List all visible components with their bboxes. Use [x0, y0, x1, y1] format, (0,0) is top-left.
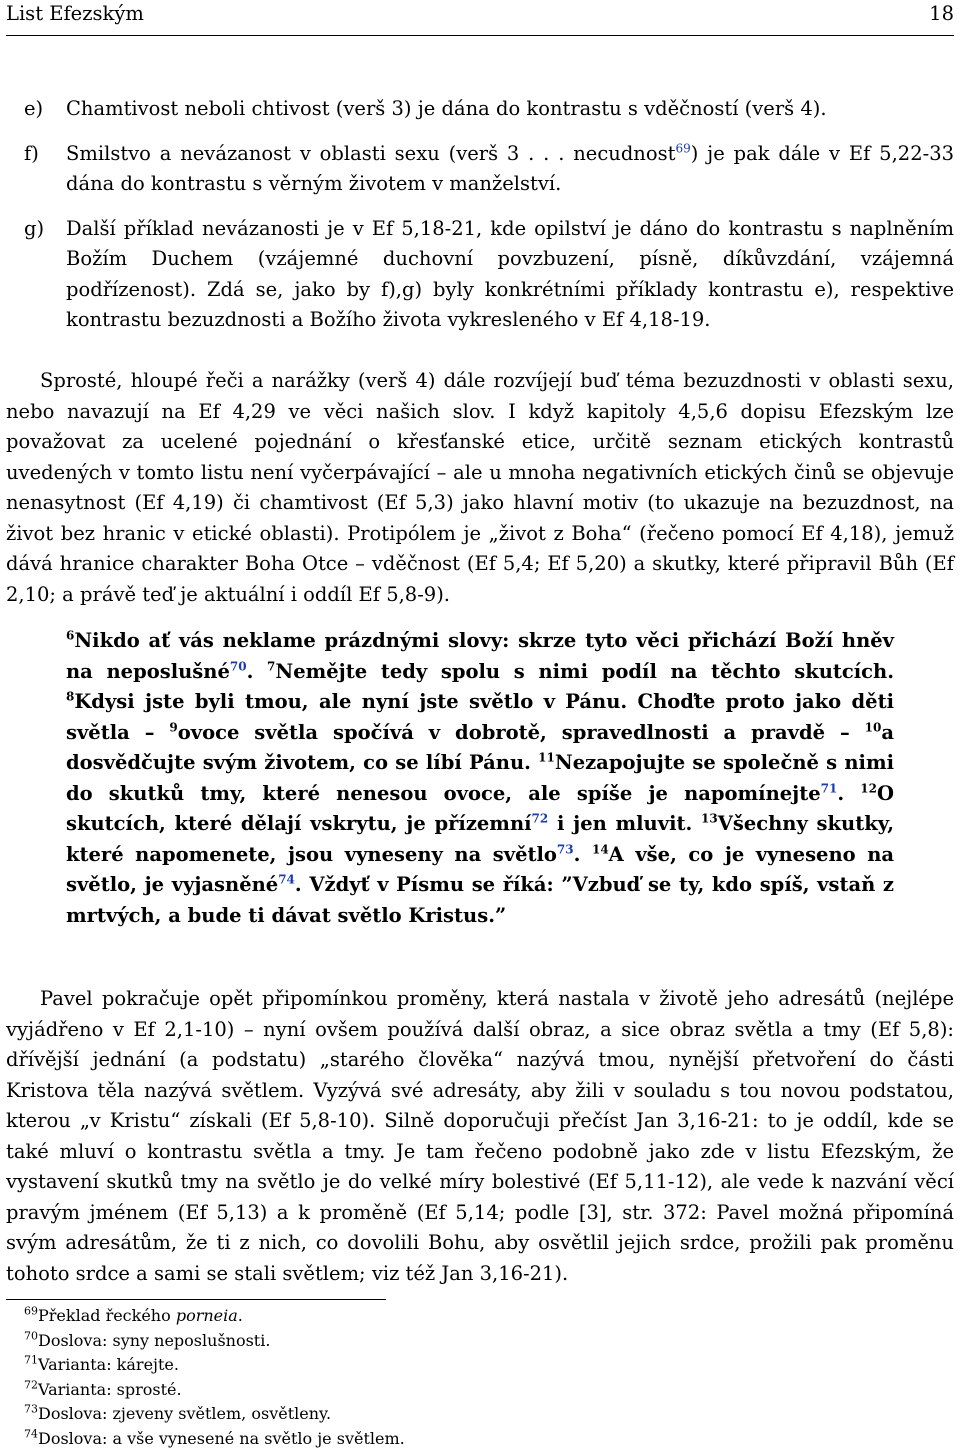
- footnote: [24, 1353, 405, 1378]
- body-paragraph-2: Pavel pokračuje opět připomínkou proměny, která nastala v životě jeho adresátů (nejlépe vyjádřeno v Ef 2,1-10) – nyní ovšem používá další obraz, a sice obraz světla a tmy (Ef 5,8): dřívější jednání (a podstatu) „starého člověka“ nazývá tmou, nynější přetvoření do části Kristova těla nazývá světlem. Vyzývá své adresáty, aby žili v souladu s tou novou podstatou, kterou „v Kristu“ získali (Ef 5,8-10). Silně doporučuji přečíst Jan 3,16-21: to je oddíl, kde se také mluví o kontrastu světla a tmy. Je tam řečeno podobně jako zde v listu Efezským, že vystavení skutků tmy na světlo je do velké míry bolestivé (Ef 5,11-12), ale vede k nazvání věcí pravým jménem (Ef 5,13) a k proměně (Ef 5,14; podle [3], str. 372: Pavel možná připomíná svým adresátům, že ti z nich, co dovolili Bohu, aby osvětlil jejich srdce, prožili pak proměnu tohoto srdce a sami se stali světlem; viz též Jan 3,16-21).: [6, 987, 954, 1285]
- scripture-quote: $^6$Nikdo ať vás neklame prázdnými slovy: skrze tyto věci přichází Boží hněv na neposlušné$^{70}$. $^7$Nemějte tedy spolu s nimi podíl na těchto skutcích. $^8$Kdysi jste byli tmou, ale nyní jste světlo v Pánu. Choďte proto jako děti světla – $^9$ovoce světla spočívá v dobrotě, spravedlnosti a pravdě – $^{10}$a dosvědčujte svým životem, co se líbí Pánu. $^{11}$Nezapojujte se společně s nimi do skutků tmy, které nenesou ovoce, ale spíše je napomínejte$^{71}$. $^{12}$O skutcích, které dělají vskrytu, je přízemní$^{72}$ i jen mluvit. $^{13}$Všechny skutky, které napomenete, jsou vyneseny na světlo$^{73}$. $^{14}$A vše, co je vyneseno na světlo, je vyjasněné$^{74}$. Vždyť v Písmu se říká: ”Vzbuď se ty, kdo spíš, vstaň z mrtvých, a bude ti dávat světlo Kristus.”: [66, 628, 895, 927]
- footnote-text: Doslova: a vše vynesené na světlo je světlem.: [38, 1428, 405, 1448]
- footnote-ref-71[interactable]: 71: [820, 781, 838, 795]
- footnote-number: 70: [24, 1329, 38, 1343]
- footnote-ref-74[interactable]: 74: [278, 872, 295, 887]
- footnote-number: 72: [24, 1378, 38, 1392]
- verse-text: Nemějte tedy spolu s nimi podíl na těchto skutcích.: [275, 659, 895, 683]
- verse-text: ovoce světla spočívá v dobrotě, spravedlnosti a pravdě –: [177, 720, 850, 744]
- header-rule: [6, 35, 954, 36]
- footnote-text: Varianta: sprosté.: [38, 1379, 182, 1399]
- footnote-ref-73[interactable]: 73: [556, 842, 574, 856]
- list-item-f: [6, 139, 954, 200]
- verse-text: Nikdo ať vás neklame prázdnými slovy: skrze tyto věci přichází Boží hněv na neposlušné: [66, 629, 894, 683]
- header-title: List Efezským: [6, 2, 144, 25]
- footnote-number: 74: [24, 1427, 38, 1441]
- verse-text: Kdysi jste byli tmou, ale nyní jste světlo v Pánu. Choďte proto jako děti světla –: [66, 690, 894, 744]
- list-item-text: Smilstvo a nevázanost v oblasti sexu (verš 3 . . . necudnost: [66, 141, 676, 165]
- verse-text: Všechny skutky, které napomenete, jsou vyneseny na světlo: [66, 812, 894, 866]
- verse-text: a dosvědčujte svým životem, co se líbí Pánu.: [66, 720, 894, 774]
- verse-text: A vše, co je vyneseno na světlo, je vyjasněné: [66, 842, 895, 896]
- footnote-italic: porneia: [175, 1306, 238, 1325]
- verse-number: 14: [591, 842, 609, 856]
- list-item-g: [6, 214, 954, 336]
- verse-number: 8: [66, 689, 75, 704]
- list-item-label: g): [24, 216, 45, 240]
- footnote-ref-72[interactable]: 72: [531, 811, 549, 826]
- verse-number: 10: [864, 720, 882, 734]
- footnote-text: Překlad řeckého: [38, 1306, 176, 1325]
- body-paragraph-1: Sprosté, hloupé řeči a narážky (verš 4) dále rozvíjejí buď téma bezuzdnosti v oblasti sexu, nebo navazují na Ef 4,29 ve věci našich slov. I když kapitoly 4,5,6 dopisu Efezským lze považovat za ucelené pojednání o křesťanské etice, určitě seznam etických kontrastů uvedených v tomto listu není vyčerpávající – ale u mnoha negativních etických činů se objevuje nenasytnost (Ef 4,19) či chamtivost (Ef 5,3) jako hlavní motiv (to ukazuje na bezuzdnost, na život bez hranic v etické oblasti). Protipólem je „život z Boha“ (řečeno pomocí Ef 4,18), jemuž dává hranice charakter Boha Otce – vděčnost (Ef 5,4; Ef 5,20) a skutky, které připravil Bůh (Ef 2,10; a právě teď je aktuální i oddíl Ef 5,8-9).: [6, 369, 954, 606]
- page-number: 18: [929, 2, 954, 25]
- footnote: [24, 1304, 405, 1329]
- footnote: [24, 1378, 405, 1403]
- footnote: [24, 1329, 405, 1354]
- footnote-text: Doslova: syny neposlušnosti.: [38, 1330, 271, 1350]
- footnote-end: .: [237, 1306, 243, 1325]
- list-item-text-cont: ) je pak dále v Ef 5,22-33 dána do kontrastu s věrným životem v manželství.: [66, 141, 955, 195]
- verse-text: Vždyť v Písmu se říká: ”Vzbuď se ty, kdo spíš, vstaň z mrtvých, a bude ti dávat světlo Kristus.”: [66, 873, 895, 927]
- verse-text: Nezapojujte se společně s nimi do skutků tmy, které nenesou ovoce, ale spíše je napomínejte: [66, 751, 894, 805]
- verse-number: 11: [538, 750, 555, 765]
- footnote-ref-69[interactable]: 69: [675, 141, 691, 155]
- verse-number: 13: [701, 811, 718, 826]
- footnote-text: Varianta: kárejte.: [38, 1355, 179, 1374]
- verse-text: O skutcích, které dělají vskrytu, je přízemní: [66, 781, 894, 835]
- list-item-text: Další příklad nevázanosti je v Ef 5,18-21, kde opilství je dáno do kontrastu s naplněním Božím Duchem (vzájemné duchovní povzbuzení, písně, díkůvzdání, vzájemná podřízenost). Zdá se, jako by f),g) byly konkrétními příklady kontrastu e), respektive kontrastu bezuzdnosti a Božího života vykresleného v Ef 4,18-19.: [66, 216, 954, 331]
- verse-number: 12: [860, 781, 877, 795]
- list-item-text: Chamtivost neboli chtivost (verš 3) je dána do kontrastu s vděčností (verš 4).: [66, 97, 827, 120]
- enumerated-list: [6, 94, 954, 350]
- verse-number: 9: [169, 720, 178, 734]
- footnote-number: 69: [24, 1304, 38, 1318]
- footnote-rule: [6, 1299, 386, 1300]
- list-item-e: [6, 94, 954, 125]
- footnote-number: 71: [24, 1353, 38, 1367]
- footnote-ref-70[interactable]: 70: [229, 659, 247, 673]
- footnote: [24, 1427, 405, 1452]
- verse-text: i jen mluvit.: [556, 812, 693, 835]
- footnote: [24, 1402, 405, 1427]
- list-item-label: f): [24, 141, 39, 165]
- verse-number: 6: [66, 628, 75, 643]
- verse-number: 7: [267, 659, 276, 673]
- footnote-text: Doslova: zjeveny světlem, osvětleny.: [38, 1404, 332, 1423]
- footnotes: [24, 1304, 405, 1451]
- footnote-number: 73: [24, 1402, 38, 1416]
- list-item-label: e): [24, 97, 44, 120]
- running-header: [6, 0, 954, 28]
